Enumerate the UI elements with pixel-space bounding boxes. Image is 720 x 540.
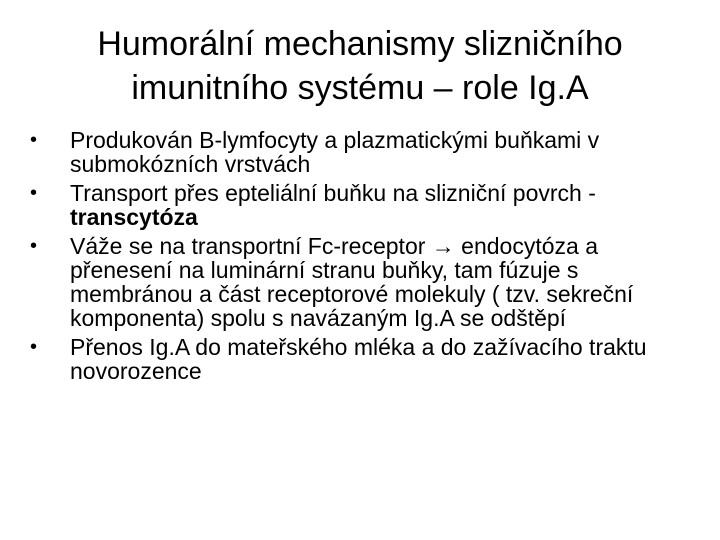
title-line-2: imunitního systému – role Ig.A bbox=[131, 69, 589, 107]
title-line-1: Humorální mechanismy slizničního bbox=[97, 25, 623, 63]
bullet-item bbox=[30, 335, 685, 383]
slide-title bbox=[40, 22, 680, 110]
bullet-item bbox=[30, 234, 685, 330]
bullet-bold-term: transcytóza bbox=[70, 204, 198, 230]
bullet-item bbox=[30, 181, 685, 229]
bullet-item bbox=[30, 128, 685, 176]
bullet-text: Produkován B-lymfocyty a plazmatickými buňkami v submokózních vrstvách bbox=[70, 127, 600, 177]
bullet-text: Váže se na transportní Fc-receptor → endocytóza a přenesení na luminární stranu buňky, tam fúzuje s membránou a část receptorové molekuly ( tzv. sekreční komponenta) spolu s navázaným Ig.A se odštěpí bbox=[70, 233, 634, 331]
bullet-icon: • bbox=[30, 235, 38, 257]
bullet-icon: • bbox=[30, 129, 38, 151]
bullet-text: Přenos Ig.A do mateřského mléka a do zažívacího traktu novorozence bbox=[70, 334, 647, 384]
bullet-text: Transport přes epteliální buňku na slizniční povrch - bbox=[70, 180, 596, 206]
bullet-icon: • bbox=[30, 336, 38, 358]
bullet-icon: • bbox=[30, 182, 38, 204]
bullet-list bbox=[30, 128, 685, 388]
